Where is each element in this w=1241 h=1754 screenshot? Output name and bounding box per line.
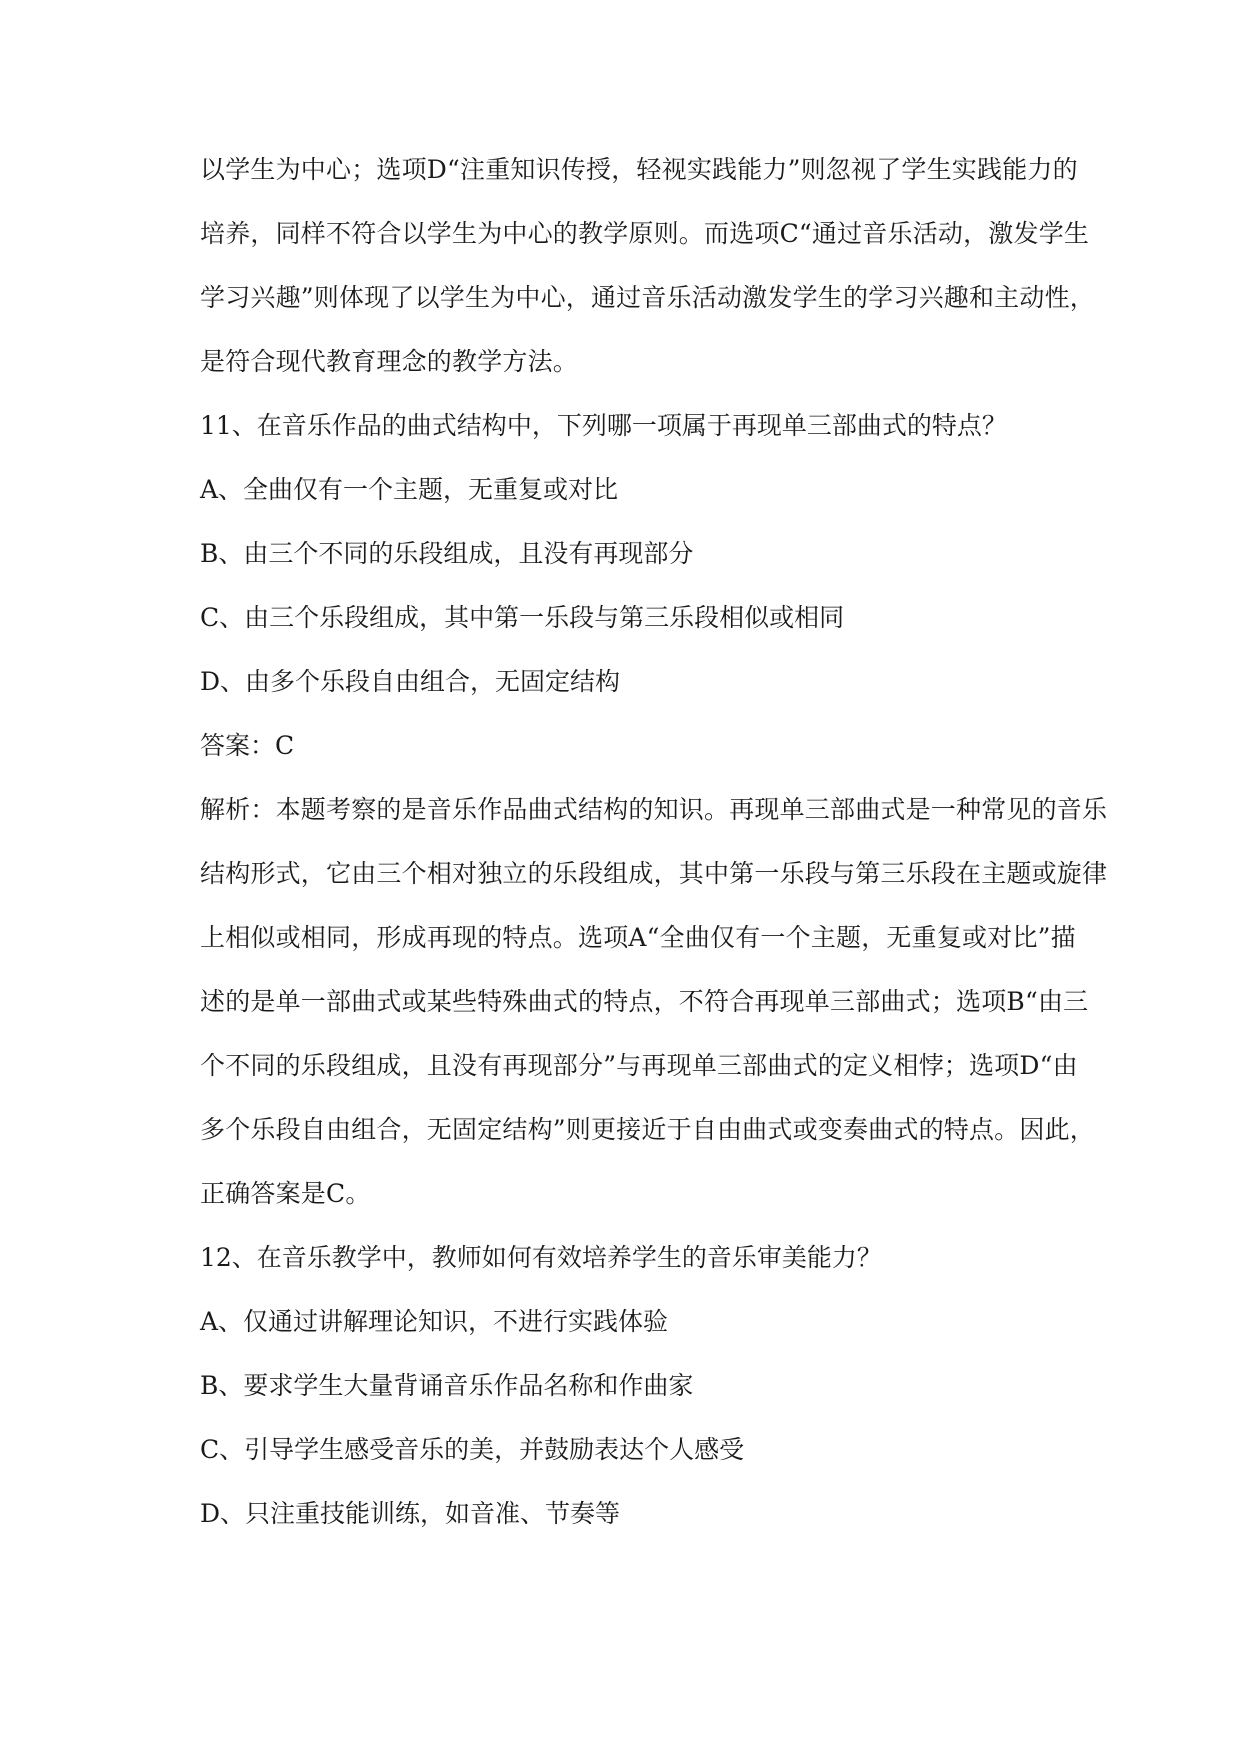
option-d: D、由多个乐段自由组合，无固定结构	[200, 667, 621, 696]
explanation	[200, 778, 1130, 1226]
question-12	[200, 1226, 1130, 1546]
paragraph-line: 是符合现代教育理念的教学方法。	[200, 347, 579, 376]
explanation-line: 上相似或相同，形成再现的特点。选项A“全曲仅有一个主题，无重复或对比”描	[200, 923, 1076, 952]
intro-paragraph	[200, 138, 1130, 394]
explanation-line: 述的是单一部曲式或某些特殊曲式的特点，不符合再现单三部曲式；选项B“由三	[200, 987, 1089, 1016]
document-content	[200, 138, 1130, 1546]
option-d: D、只注重技能训练，如音准、节奏等	[200, 1499, 621, 1528]
option-c: C、引导学生感受音乐的美，并鼓励表达个人感受	[200, 1435, 745, 1464]
option-b: B、要求学生大量背诵音乐作品名称和作曲家	[200, 1371, 694, 1400]
paragraph-line: 以学生为中心；选项D“注重知识传授，轻视实践能力”则忽视了学生实践能力的	[200, 155, 1078, 184]
question-11	[200, 394, 1130, 1226]
paragraph-line: 培养，同样不符合以学生为中心的教学原则。而选项C“通过音乐活动，激发学生	[200, 219, 1090, 248]
explanation-line: 解析：本题考察的是音乐作品曲式结构的知识。再现单三部曲式是一种常见的音乐	[200, 795, 1108, 824]
option-c: C、由三个乐段组成，其中第一乐段与第三乐段相似或相同	[200, 603, 845, 632]
explanation-line: 结构形式，它由三个相对独立的乐段组成，其中第一乐段与第三乐段在主题或旋律	[200, 859, 1108, 888]
explanation-line: 多个乐段自由组合，无固定结构”则更接近于自由曲式或变奏曲式的特点。因此，	[200, 1115, 1095, 1144]
question-stem: 12、在音乐教学中，教师如何有效培养学生的音乐审美能力？	[200, 1243, 882, 1272]
explanation-line: 个不同的乐段组成，且没有再现部分”与再现单三部曲式的定义相悖；选项D“由	[200, 1051, 1078, 1080]
answer-line: 答案：C	[200, 731, 295, 760]
paragraph-line: 学习兴趣”则体现了以学生为中心，通过音乐活动激发学生的学习兴趣和主动性，	[200, 283, 1095, 312]
option-a: A、全曲仅有一个主题，无重复或对比	[200, 475, 619, 504]
option-b: B、由三个不同的乐段组成，且没有再现部分	[200, 539, 694, 568]
option-a: A、仅通过讲解理论知识，不进行实践体验	[200, 1307, 669, 1336]
explanation-line: 正确答案是C。	[200, 1179, 371, 1208]
question-stem: 11、在音乐作品的曲式结构中，下列哪一项属于再现单三部曲式的特点？	[200, 411, 1007, 440]
